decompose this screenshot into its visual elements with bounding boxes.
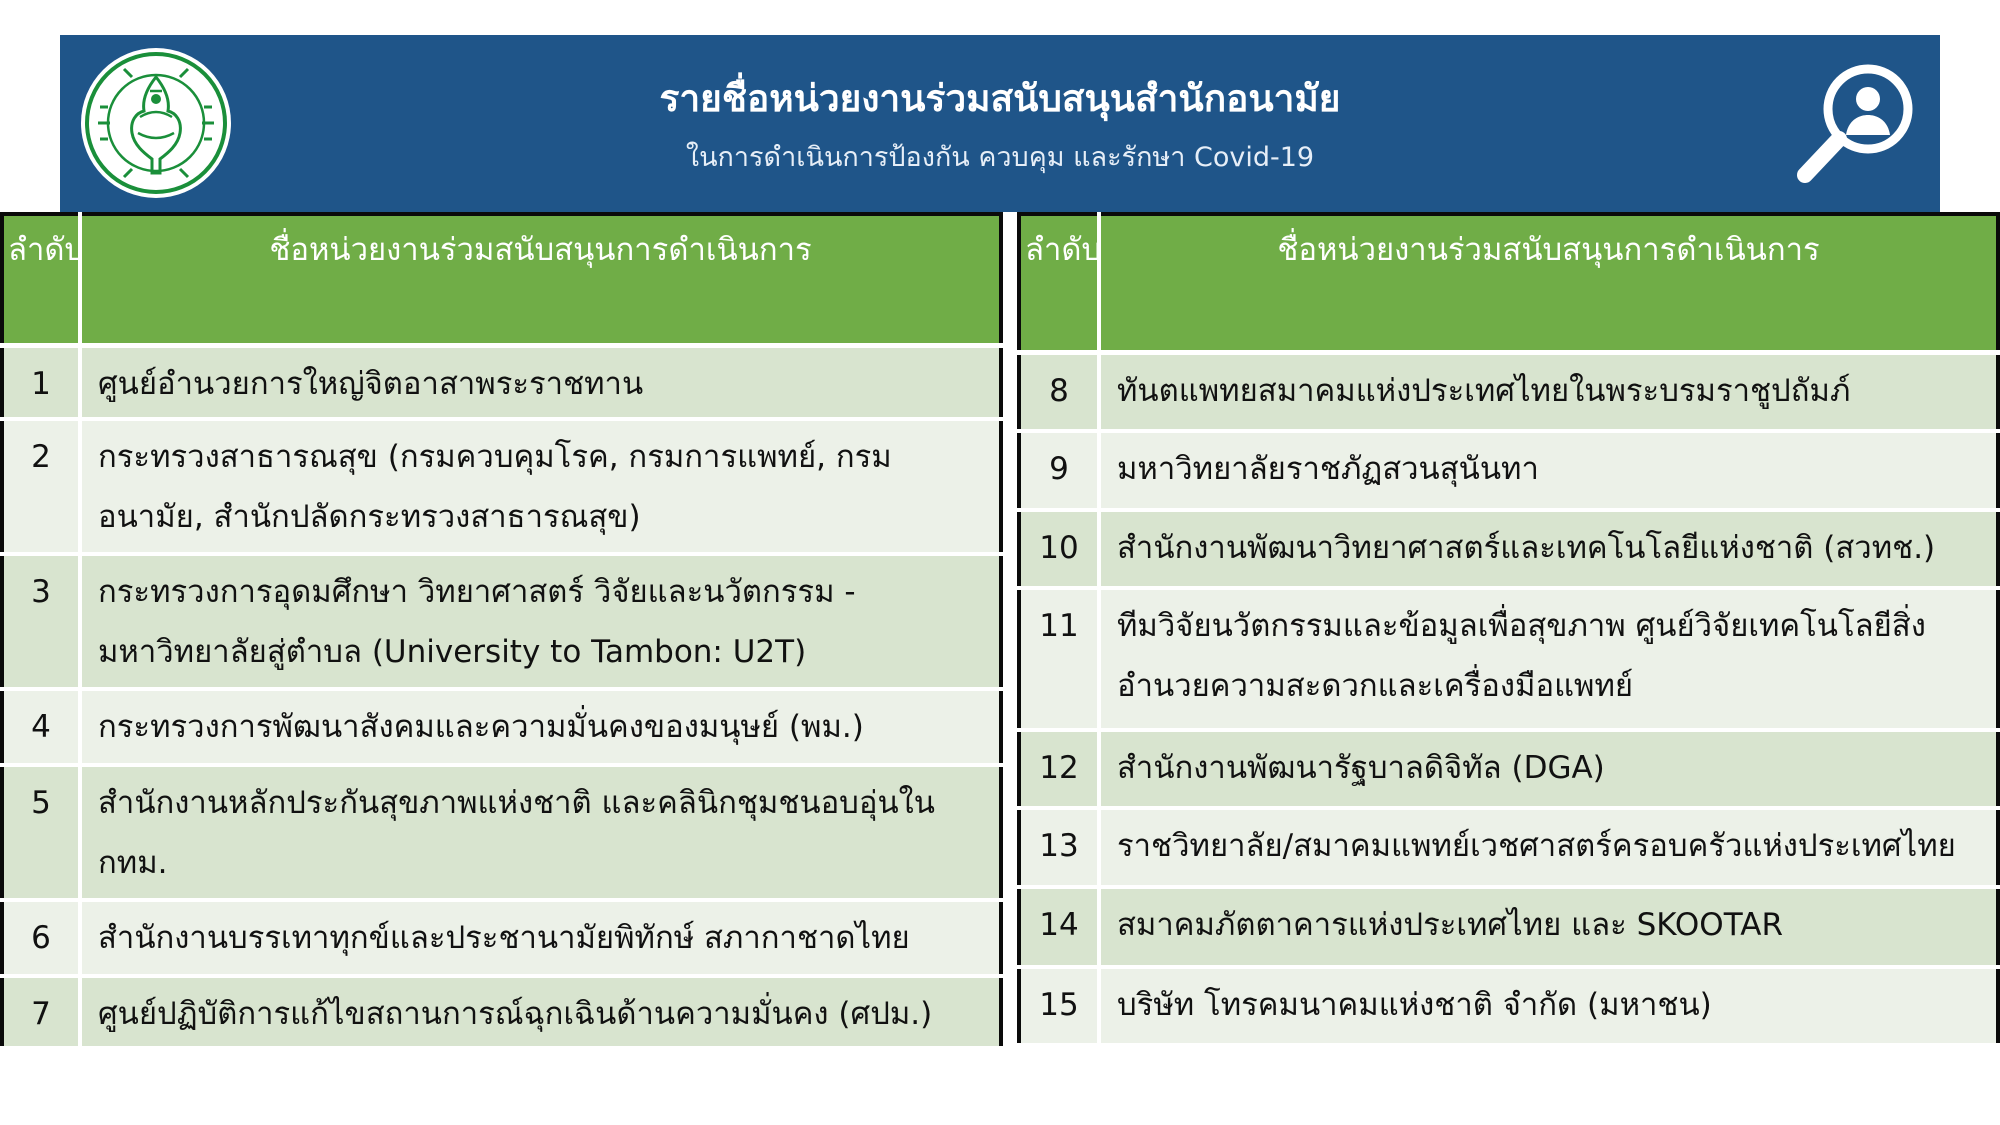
agency-name: กระทรวงการอุดมศึกษา วิทยาศาสตร์ วิจัยและนวัตกรรม - มหาวิทยาลัยสู่ตำบล (University to Tambon: U2T) [80,554,1001,689]
row-number: 12 [1019,730,1099,808]
page-subtitle: ในการดำเนินการป้องกัน ควบคุม และรักษา Covid-19 [685,142,1315,173]
table-row [1019,808,1998,887]
row-number: 5 [2,765,80,900]
table-row [2,976,1001,1048]
table-row [1019,588,1998,730]
table-row [2,765,1001,900]
table-row [1019,967,1998,1045]
agency-name: ศูนย์ปฏิบัติการแก้ไขสถานการณ์ฉุกเฉินด้านความมั่นคง (ศปม.) [80,976,1001,1048]
table-row [1019,510,1998,588]
agency-name: ศูนย์อำนวยการใหญ่จิตอาสาพระราชทาน [80,345,1001,419]
row-number: 13 [1019,808,1099,887]
person-search-icon [1793,57,1923,187]
agency-name: สมาคมภัตตาคารแห่งประเทศไทย และ SKOOTAR [1099,887,1998,967]
table-row [1019,730,1998,808]
row-number: 2 [2,419,80,554]
row-number: 6 [2,900,80,976]
column-header-no: ลำดับ [1019,214,1099,352]
table-header-row [1019,214,1998,352]
table-row [2,554,1001,689]
agency-name: กระทรวงการพัฒนาสังคมและความมั่นคงของมนุษย์ (พม.) [80,689,1001,765]
table-row [2,345,1001,419]
right-agency-table [1017,212,2000,1047]
row-number: 15 [1019,967,1099,1045]
agency-name: สำนักงานบรรเทาทุกข์และประชานามัยพิทักษ์ สภากาชาดไทย [80,900,1001,976]
table-row [1019,431,1998,510]
row-number: 3 [2,554,80,689]
agency-name: สำนักงานพัฒนารัฐบาลดิจิทัล (DGA) [1099,730,1998,808]
agency-name: มหาวิทยาลัยราชภัฏสวนสุนันทา [1099,431,1998,510]
row-number: 1 [2,345,80,419]
row-number: 14 [1019,887,1099,967]
agency-name: ราชวิทยาลัย/สมาคมแพทย์เวชศาสตร์ครอบครัวแห่งประเทศไทย [1099,808,1998,887]
page-title: รายชื่อหน่วยงานร่วมสนับสนุนสำนักอนามัย [659,77,1341,120]
row-number: 4 [2,689,80,765]
table-row [2,419,1001,554]
table-row [2,689,1001,765]
row-number: 10 [1019,510,1099,588]
agency-name: สำนักงานหลักประกันสุขภาพแห่งชาติ และคลินิกชุมชนอบอุ่นใน กทม. [80,765,1001,900]
agency-name: กระทรวงสาธารณสุข (กรมควบคุมโรค, กรมการแพทย์, กรมอนามัย, สำนักปลัดกระทรวงสาธารณสุข) [80,419,1001,554]
left-agency-table [0,212,1003,1050]
agency-name: บริษัท โทรคมนาคมแห่งชาติ จำกัด (มหาชน) [1099,967,1998,1045]
agency-name: ทีมวิจัยนวัตกรรมและข้อมูลเพื่อสุขภาพ ศูนย์วิจัยเทคโนโลยีสิ่งอำนวยความสะดวกและเครื่องมือแพทย์ [1099,588,1998,730]
row-number: 7 [2,976,80,1048]
agency-name: ทันตแพทยสมาคมแห่งประเทศไทยในพระบรมราชูปถัมภ์ [1099,352,1998,431]
table-row [1019,887,1998,967]
header-banner [60,35,1940,212]
row-number: 9 [1019,431,1099,510]
column-header-no: ลำดับ [2,214,80,345]
table-row [2,900,1001,976]
row-number: 8 [1019,352,1099,431]
table-header-row [2,214,1001,345]
row-number: 11 [1019,588,1099,730]
table-row [1019,352,1998,431]
agency-name: สำนักงานพัฒนาวิทยาศาสตร์และเทคโนโลยีแห่งชาติ (สวทช.) [1099,510,1998,588]
column-header-name: ชื่อหน่วยงานร่วมสนับสนุนการดำเนินการ [80,214,1001,345]
column-header-name: ชื่อหน่วยงานร่วมสนับสนุนการดำเนินการ [1099,214,1998,352]
